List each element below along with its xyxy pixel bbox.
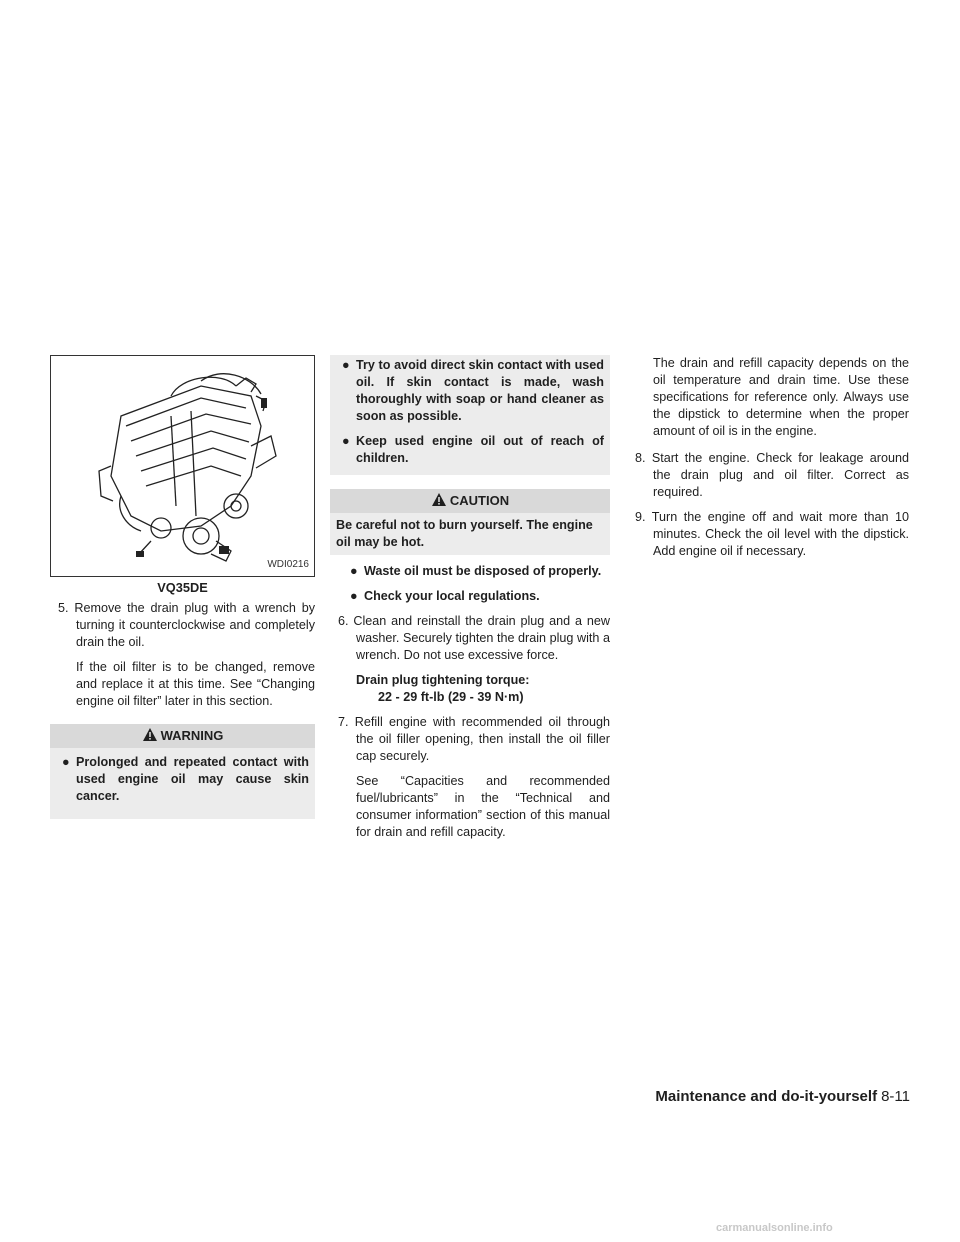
- engine-figure: [50, 355, 315, 577]
- warning-bullet-3: [336, 433, 604, 467]
- warning-bullet-2: [336, 357, 604, 425]
- footer-section: Maintenance and do-it-yourself: [655, 1088, 878, 1105]
- page-footer: [655, 1088, 910, 1105]
- page-number: 8-11: [881, 1088, 910, 1105]
- caution-bullet-1-text: Waste oil must be disposed of properly.: [364, 564, 602, 578]
- caution-bullet-1: [330, 563, 610, 580]
- bullet-icon: ●: [350, 564, 358, 578]
- watermark: carmanualsonline.info: [716, 1222, 833, 1234]
- warning-header: [50, 724, 315, 748]
- caution-icon: [431, 491, 447, 515]
- figure-caption: VQ35DE: [157, 580, 208, 595]
- bullet-icon: ●: [342, 434, 350, 448]
- warning-bullet-2-text: Try to avoid direct skin contact with used oil. If skin contact is made, wash thoroughly with soap or hand cleaner as soon as possible.: [356, 358, 604, 423]
- right-column: [627, 355, 909, 568]
- warning-body: [50, 748, 315, 819]
- caution-text: Be careful not to burn yourself. The engine oil may be hot.: [330, 513, 610, 555]
- warning-icon: [142, 726, 158, 750]
- step-7-note: See “Capacities and recommended fuel/lubricants” in the “Technical and consumer information” section of this manual for drain and refill capacity.: [356, 774, 610, 839]
- caution-bullet-2: [330, 588, 610, 605]
- step-8: 8. Start the engine. Check for leakage around the drain plug and oil filter. Correct as required.: [635, 451, 909, 499]
- torque-value: 22 - 29 ft-lb (29 - 39 N·m): [378, 690, 524, 704]
- bullet-icon: ●: [342, 358, 350, 372]
- torque-label: Drain plug tightening torque:: [356, 673, 530, 687]
- step-6: 6. Clean and reinstall the drain plug and a new washer. Securely tighten the drain plug with a wrench. Do not use excessive force.: [338, 614, 610, 662]
- figure-code: WDI0216: [267, 559, 309, 570]
- step-5: 5. Remove the drain plug with a wrench by turning it counterclockwise and completely drain the oil.: [58, 601, 315, 649]
- bullet-icon: ●: [350, 589, 358, 603]
- bullet-icon: ●: [62, 755, 70, 769]
- caution-title: CAUTION: [449, 493, 510, 508]
- warning-bullet-1-text: Prolonged and repeated contact with used engine oil may cause skin cancer.: [76, 755, 309, 803]
- warning-bullet-1: [56, 754, 309, 805]
- torque-spec: [330, 672, 610, 706]
- step-5-note: If the oil filter is to be changed, remove and replace it at this time. See “Changing engine oil filter” later in this section.: [76, 660, 315, 708]
- left-column: [50, 355, 315, 819]
- warning-body-continued: [330, 355, 610, 475]
- caution-bullet-2-text: Check your local regulations.: [364, 589, 540, 603]
- warning-bullet-3-text: Keep used engine oil out of reach of children.: [356, 434, 604, 465]
- warning-title: WARNING: [160, 728, 224, 743]
- middle-column: [330, 355, 610, 851]
- engine-illustration: [51, 356, 314, 576]
- caution-header: [330, 489, 610, 513]
- step-7: 7. Refill engine with recommended oil through the oil filler opening, then install the oil filler cap securely.: [338, 715, 610, 763]
- step-7-note-2: The drain and refill capacity depends on the oil temperature and drain time. Use these specifications for reference only. Always use the dipstick to determine when the proper amount of oil is in the engine.: [653, 356, 909, 438]
- step-9: 9. Turn the engine off and wait more than 10 minutes. Check the oil level with the dipstick. Add engine oil if necessary.: [635, 510, 909, 558]
